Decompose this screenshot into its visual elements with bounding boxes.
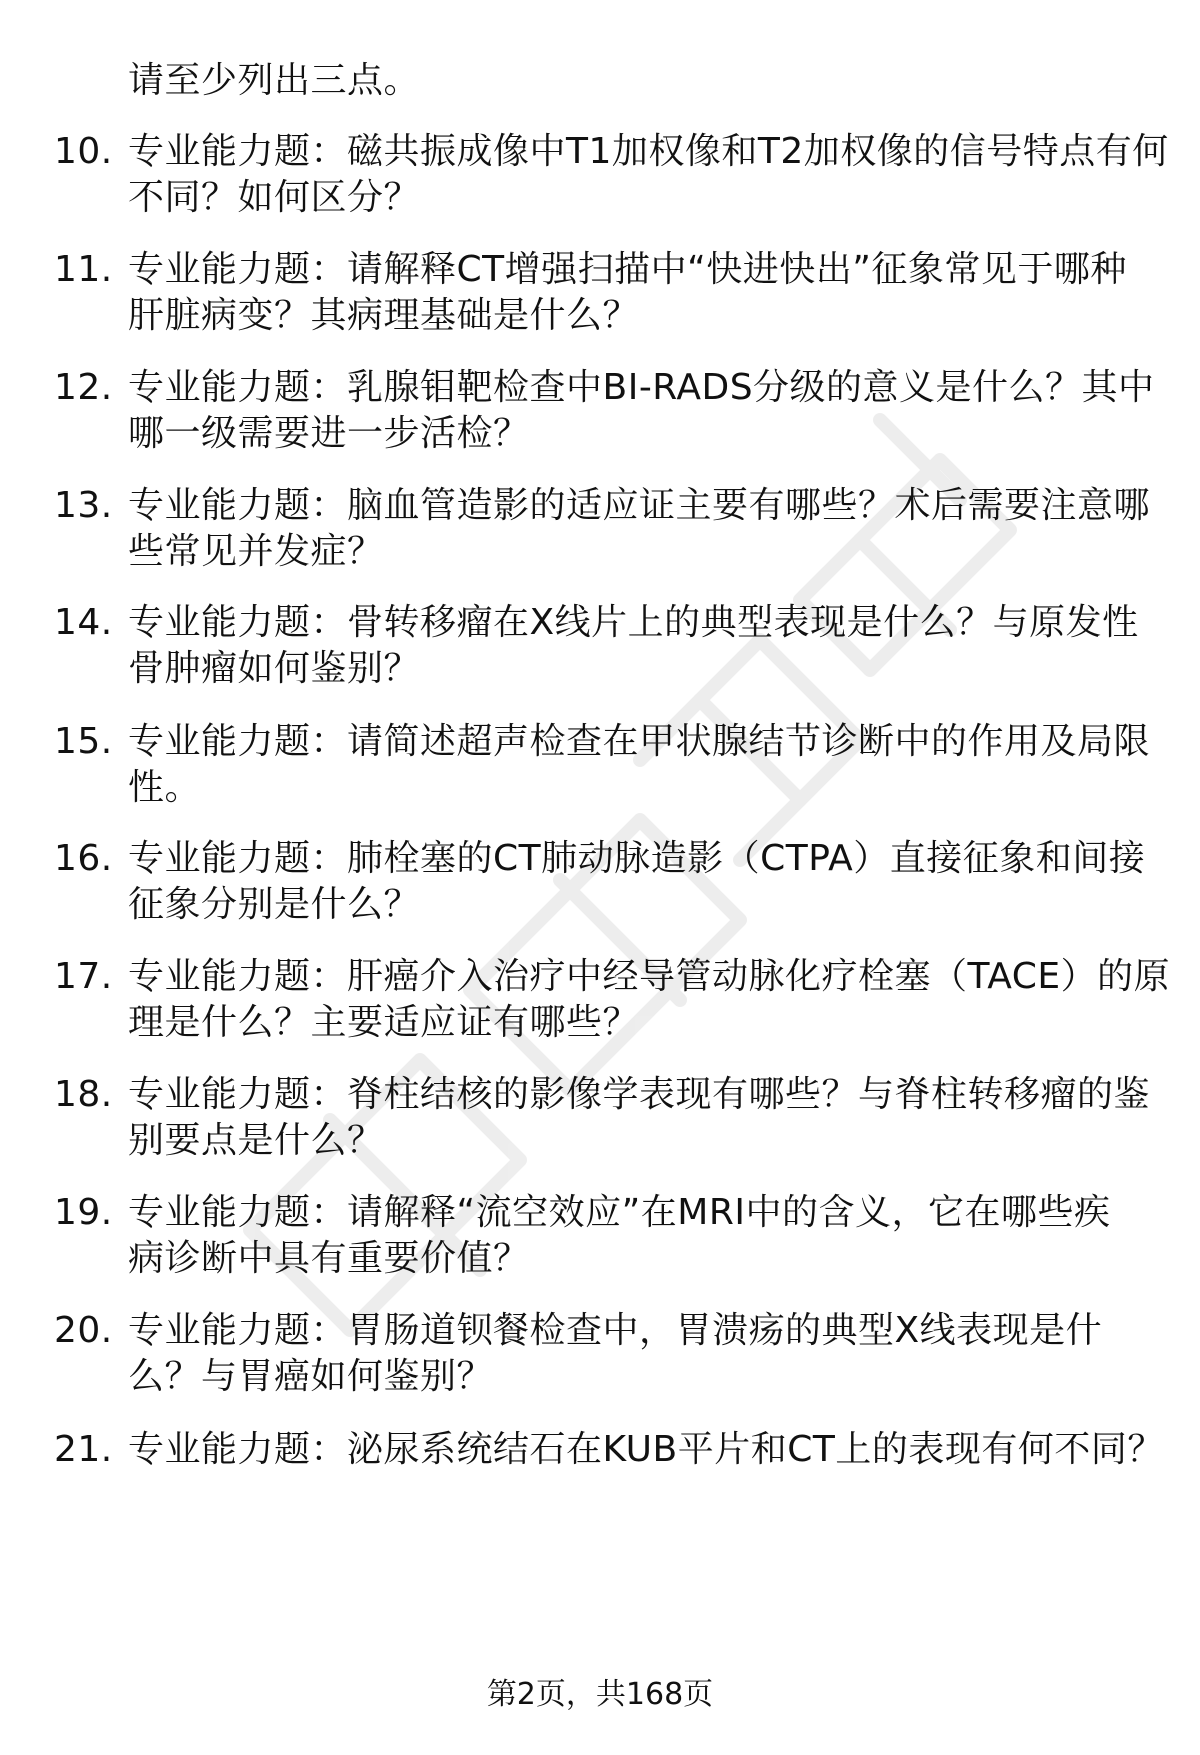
item-text-line2: 么？与胃癌如何鉴别？ <box>128 1356 494 1397</box>
item-number: 15. <box>54 721 113 762</box>
item-text-line2: 病诊断中具有重要价值？ <box>128 1238 530 1279</box>
item-text-line2: 肝脏病变？其病理基础是什么？ <box>128 295 640 336</box>
item-number: 11. <box>54 249 113 290</box>
item-text-line2: 征象分别是什么？ <box>128 884 421 925</box>
item-text-line1: 专业能力题：脑血管造影的适应证主要有哪些？术后需要注意哪 <box>128 485 1151 526</box>
item-number: 10. <box>54 131 113 172</box>
item-number: 18. <box>54 1074 113 1115</box>
page-footer: 第2页，共168页 <box>486 1677 714 1712</box>
item-text-line1: 专业能力题：请解释“流空效应”在MRI中的含义，它在哪些疾 <box>128 1192 1111 1233</box>
item-number: 20. <box>54 1310 113 1351</box>
item-text-line1: 专业能力题：磁共振成像中T1加权像和T2加权像的信号特点有何 <box>128 131 1169 172</box>
item-number: 13. <box>54 485 113 526</box>
item-text-line2: 理是什么？主要适应证有哪些？ <box>128 1002 640 1043</box>
item-number: 12. <box>54 367 113 408</box>
item-text-line2: 性。 <box>128 767 202 808</box>
item-text-line2: 些常见并发症？ <box>128 531 384 572</box>
item-text-line1: 专业能力题：骨转移瘤在X线片上的典型表现是什么？与原发性 <box>128 602 1139 643</box>
item-text-line2: 哪一级需要进一步活检？ <box>128 413 530 454</box>
item-text-line1: 专业能力题：泌尿系统结石在KUB平片和CT上的表现有何不同？ <box>128 1429 1164 1470</box>
item-text-line2: 别要点是什么？ <box>128 1120 384 1161</box>
item-number: 14. <box>54 602 113 643</box>
item-number: 21. <box>54 1429 113 1470</box>
item-number: 19. <box>54 1192 113 1233</box>
item-number: 17. <box>54 956 113 997</box>
item-text-line2: 骨肿瘤如何鉴别？ <box>128 648 421 689</box>
item-text-line1: 专业能力题：肺栓塞的CT肺动脉造影（CTPA）直接征象和间接 <box>128 838 1146 879</box>
item-number: 16. <box>54 838 113 879</box>
item-text-line1: 专业能力题：肝癌介入治疗中经导管动脉化疗栓塞（TACE）的原 <box>128 956 1171 997</box>
item-text-line2: 不同？如何区分？ <box>128 177 421 218</box>
item-text-line1: 专业能力题：胃肠道钡餐检查中，胃溃疡的典型X线表现是什 <box>128 1310 1103 1351</box>
item-text-line1: 专业能力题：脊柱结核的影像学表现有哪些？与脊柱转移瘤的鉴 <box>128 1074 1151 1115</box>
item-text-line1: 专业能力题：请简述超声检查在甲状腺结节诊断中的作用及局限 <box>128 721 1151 762</box>
item-text-line1: 专业能力题：乳腺钼靶检查中BI-RADS分级的意义是什么？其中 <box>128 367 1155 408</box>
item-text-line1: 专业能力题：请解释CT增强扫描中“快进快出”征象常见于哪种 <box>128 249 1127 290</box>
continuation-text: 请至少列出三点。 <box>128 60 421 101</box>
